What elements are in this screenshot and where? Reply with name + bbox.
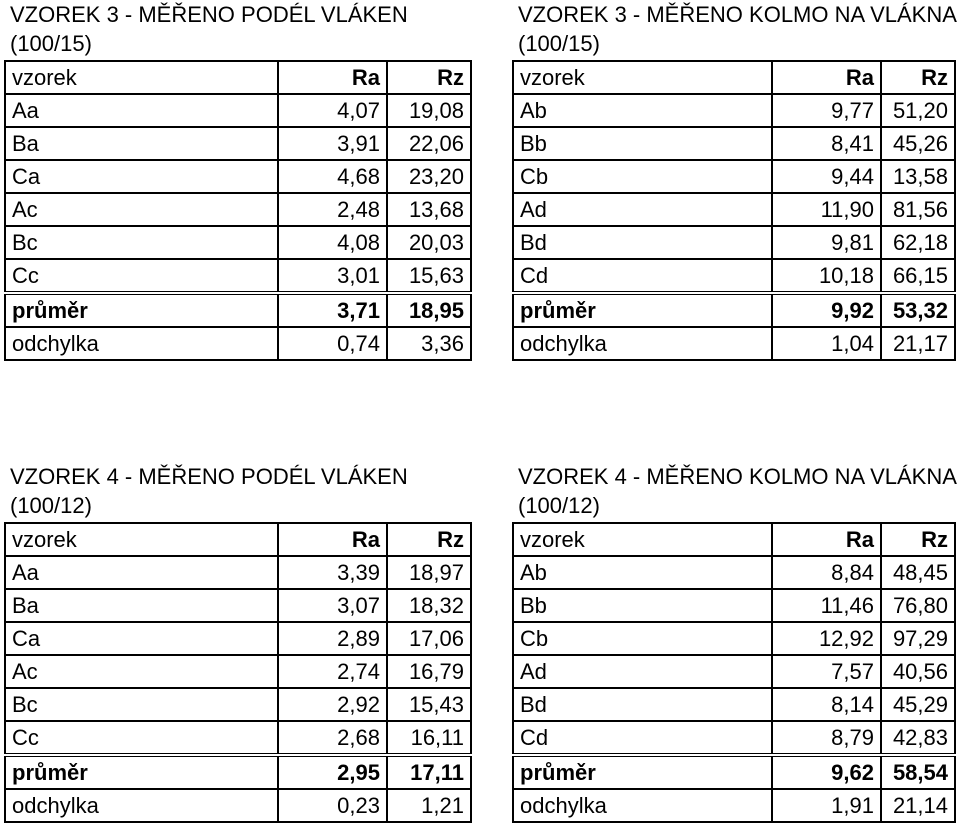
table-row	[513, 259, 955, 293]
deviation-label: odchylka	[5, 789, 278, 822]
average-rz: 53,32	[881, 293, 955, 327]
table-block-sample3-across	[512, 0, 956, 361]
average-ra: 9,92	[772, 293, 881, 327]
table-row	[513, 556, 955, 589]
average-row	[513, 293, 955, 327]
sample-cell: Cc	[5, 259, 278, 293]
rz-cell: 20,03	[387, 226, 471, 259]
sample-cell: Cd	[513, 259, 772, 293]
rz-cell: 17,06	[387, 622, 471, 655]
ra-cell: 12,92	[772, 622, 881, 655]
table-block-sample3-along	[4, 0, 472, 361]
rz-cell: 51,20	[881, 94, 955, 127]
table-row	[513, 655, 955, 688]
average-label: průměr	[513, 293, 772, 327]
sample-cell: Aa	[5, 556, 278, 589]
ra-cell: 7,57	[772, 655, 881, 688]
header-cell-sample: vzorek	[5, 61, 278, 94]
header-cell-rz: Rz	[387, 523, 471, 556]
rz-cell: 40,56	[881, 655, 955, 688]
table-title: VZOREK 4 - MĚŘENO PODÉL VLÁKEN (100/12)	[10, 464, 408, 518]
ra-cell: 4,68	[278, 160, 387, 193]
table-row	[5, 556, 471, 589]
average-ra: 9,62	[772, 755, 881, 789]
rz-cell: 23,20	[387, 160, 471, 193]
ra-cell: 9,77	[772, 94, 881, 127]
table-block-sample4-along	[4, 462, 472, 823]
average-row	[513, 755, 955, 789]
ra-cell: 3,07	[278, 589, 387, 622]
table-row	[513, 688, 955, 721]
rz-cell: 81,56	[881, 193, 955, 226]
rz-cell: 13,58	[881, 160, 955, 193]
sample-cell: Ab	[513, 94, 772, 127]
sample-cell: Ca	[5, 160, 278, 193]
ra-cell: 4,08	[278, 226, 387, 259]
table-row	[5, 127, 471, 160]
average-ra: 2,95	[278, 755, 387, 789]
measurement-table	[4, 60, 472, 361]
deviation-row	[5, 327, 471, 360]
rz-cell: 66,15	[881, 259, 955, 293]
table-row	[513, 622, 955, 655]
average-row	[5, 293, 471, 327]
deviation-rz: 21,14	[881, 789, 955, 822]
deviation-rz: 1,21	[387, 789, 471, 822]
sample-cell: Ca	[5, 622, 278, 655]
rz-cell: 16,11	[387, 721, 471, 755]
sample-cell: Bb	[513, 127, 772, 160]
measurement-table	[512, 522, 956, 823]
average-ra: 3,71	[278, 293, 387, 327]
header-cell-sample: vzorek	[513, 523, 772, 556]
rz-cell: 18,32	[387, 589, 471, 622]
rz-cell: 45,26	[881, 127, 955, 160]
sample-cell: Bd	[513, 688, 772, 721]
sample-cell: Bc	[5, 688, 278, 721]
header-cell-sample: vzorek	[5, 523, 278, 556]
deviation-row	[513, 327, 955, 360]
rz-cell: 45,29	[881, 688, 955, 721]
header-cell-ra: Ra	[772, 523, 881, 556]
table-row	[513, 589, 955, 622]
header-cell-ra: Ra	[278, 61, 387, 94]
table-row	[5, 160, 471, 193]
ra-cell: 2,48	[278, 193, 387, 226]
rz-cell: 48,45	[881, 556, 955, 589]
deviation-rz: 21,17	[881, 327, 955, 360]
sample-cell: Cc	[5, 721, 278, 755]
table-row	[5, 226, 471, 259]
rz-cell: 97,29	[881, 622, 955, 655]
deviation-label: odchylka	[513, 789, 772, 822]
header-cell-rz: Rz	[387, 61, 471, 94]
table-block-sample4-across	[512, 462, 956, 823]
sample-cell: Aa	[5, 94, 278, 127]
deviation-label: odchylka	[5, 327, 278, 360]
deviation-ra: 1,91	[772, 789, 881, 822]
table-header-row	[513, 61, 955, 94]
table-row	[5, 721, 471, 755]
measurement-table	[4, 522, 472, 823]
sample-cell: Bc	[5, 226, 278, 259]
ra-cell: 11,46	[772, 589, 881, 622]
header-cell-rz: Rz	[881, 523, 955, 556]
deviation-label: odchylka	[513, 327, 772, 360]
deviation-row	[5, 789, 471, 822]
header-cell-ra: Ra	[772, 61, 881, 94]
ra-cell: 8,14	[772, 688, 881, 721]
table-row	[5, 589, 471, 622]
sample-cell: Cd	[513, 721, 772, 755]
ra-cell: 10,18	[772, 259, 881, 293]
table-header-row	[513, 523, 955, 556]
table-title: VZOREK 4 - MĚŘENO KOLMO NA VLÁKNA (100/12)	[518, 464, 956, 518]
sample-cell: Ba	[5, 127, 278, 160]
table-row	[5, 655, 471, 688]
header-cell-ra: Ra	[278, 523, 387, 556]
rz-cell: 16,79	[387, 655, 471, 688]
average-label: průměr	[513, 755, 772, 789]
sample-cell: Cb	[513, 160, 772, 193]
table-header-row	[5, 61, 471, 94]
average-rz: 58,54	[881, 755, 955, 789]
measurement-table	[512, 60, 956, 361]
sample-cell: Ab	[513, 556, 772, 589]
rz-cell: 62,18	[881, 226, 955, 259]
ra-cell: 3,39	[278, 556, 387, 589]
ra-cell: 3,01	[278, 259, 387, 293]
sample-cell: Ad	[513, 655, 772, 688]
sample-cell: Bd	[513, 226, 772, 259]
sample-cell: Ad	[513, 193, 772, 226]
ra-cell: 2,89	[278, 622, 387, 655]
table-row	[5, 259, 471, 293]
table-row	[5, 688, 471, 721]
table-header-row	[5, 523, 471, 556]
rz-cell: 15,63	[387, 259, 471, 293]
deviation-ra: 0,74	[278, 327, 387, 360]
table-row	[513, 193, 955, 226]
rz-cell: 42,83	[881, 721, 955, 755]
ra-cell: 9,81	[772, 226, 881, 259]
table-row	[5, 622, 471, 655]
ra-cell: 8,84	[772, 556, 881, 589]
rz-cell: 22,06	[387, 127, 471, 160]
rz-cell: 19,08	[387, 94, 471, 127]
header-cell-sample: vzorek	[513, 61, 772, 94]
ra-cell: 9,44	[772, 160, 881, 193]
deviation-row	[513, 789, 955, 822]
deviation-rz: 3,36	[387, 327, 471, 360]
table-row	[5, 193, 471, 226]
table-row	[513, 127, 955, 160]
table-title: VZOREK 3 - MĚŘENO KOLMO NA VLÁKNA (100/15)	[518, 2, 956, 56]
table-row	[513, 94, 955, 127]
average-row	[5, 755, 471, 789]
rz-cell: 18,97	[387, 556, 471, 589]
ra-cell: 2,74	[278, 655, 387, 688]
table-row	[5, 94, 471, 127]
ra-cell: 8,79	[772, 721, 881, 755]
ra-cell: 2,68	[278, 721, 387, 755]
rz-cell: 13,68	[387, 193, 471, 226]
average-rz: 18,95	[387, 293, 471, 327]
sample-cell: Ac	[5, 193, 278, 226]
ra-cell: 4,07	[278, 94, 387, 127]
sample-cell: Cb	[513, 622, 772, 655]
ra-cell: 8,41	[772, 127, 881, 160]
deviation-ra: 1,04	[772, 327, 881, 360]
table-title: VZOREK 3 - MĚŘENO PODÉL VLÁKEN (100/15)	[10, 2, 408, 56]
sample-cell: Ba	[5, 589, 278, 622]
ra-cell: 3,91	[278, 127, 387, 160]
average-rz: 17,11	[387, 755, 471, 789]
table-row	[513, 226, 955, 259]
deviation-ra: 0,23	[278, 789, 387, 822]
table-row	[513, 721, 955, 755]
rz-cell: 15,43	[387, 688, 471, 721]
header-cell-rz: Rz	[881, 61, 955, 94]
ra-cell: 11,90	[772, 193, 881, 226]
rz-cell: 76,80	[881, 589, 955, 622]
ra-cell: 2,92	[278, 688, 387, 721]
sample-cell: Ac	[5, 655, 278, 688]
sample-cell: Bb	[513, 589, 772, 622]
average-label: průměr	[5, 755, 278, 789]
table-row	[513, 160, 955, 193]
average-label: průměr	[5, 293, 278, 327]
